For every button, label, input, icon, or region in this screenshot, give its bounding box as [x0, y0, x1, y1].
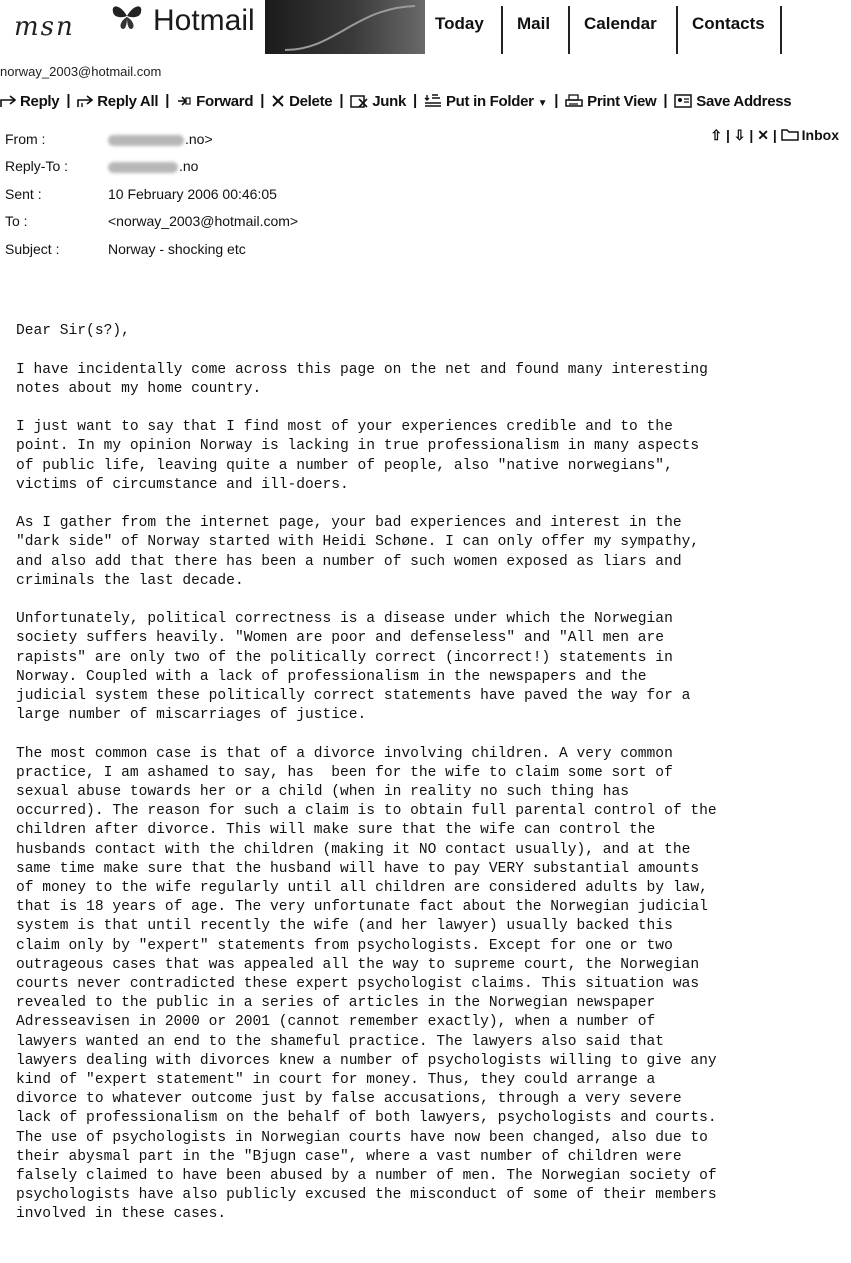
- nav-contacts[interactable]: Contacts: [692, 14, 765, 33]
- delete-icon: [271, 94, 285, 108]
- reply-to-value: [108, 158, 198, 174]
- forward-icon: [176, 94, 192, 108]
- sent-label: Sent :: [5, 186, 42, 202]
- account-email: norway_2003@hotmail.com: [0, 64, 162, 79]
- toolbar-separator: |: [260, 92, 265, 109]
- toolbar-separator: |: [66, 92, 71, 109]
- junk-button[interactable]: [350, 93, 406, 110]
- nav-divider: [501, 6, 503, 54]
- reply-to-domain: .no: [179, 158, 199, 174]
- junk-label: Junk: [372, 92, 407, 110]
- save-address-button[interactable]: [674, 93, 791, 110]
- nav-separator: |: [772, 127, 781, 143]
- reply-all-label: Reply All: [97, 92, 159, 110]
- junk-icon: [350, 94, 368, 108]
- body-paragraph: The most common case is that of a divorce involving children. A very common practice, I am ashamed to say, has been for the wife to claim some sort of sexual abuse towards her or a child (when in reality no such thing has occurred). The reason for such a claim is to obtain full parental control of the children after divorce. This will make sure that the wife can control the husbands contact with the children (making it NO contact usually), and at the same time make sure that the husband will have to pay VERY substantial amounts of money to the wife regularly until all children are considered adults by law, that is 18 years of age. The very unfortunate fact about the Norwegian judicial system is that until recently the wife (and her lawyer) usually backed this claim only by "expert" statements from psychologists. Except for one or two outrageous cases that was appealed all the way to supreme court, the Norwegian courts never contradicted these expert psychologist claims. This situation was revealed to the public in a series of articles in the Norwegian newspaper Adresseavisen in 2000 or 2001 (cannot remember exactly), when a number of lawyers wanted an end to the shameful practice. The lawyers also said that lawyers dealing with divorces knew a number of psychologists willing to give any kind of "expert statement" in court for money. Thus, they could arrange a divorce to whatever outcome just by false accusations, through a very severe lack of professionalism on the behalf of both lawyers, psychologists and courts. The use of psychologists in Norwegian courts have now been changed, also due to their abysmal part in the "Bjugn case", where a vast number of children were falsely claimed to have been abused by a number of men. The Norwegian society of psychologists have also publicly excused the misconduct of some of their members involved in these cases.: [16, 745, 717, 1223]
- put-in-folder-button[interactable]: [424, 93, 547, 110]
- folder-icon: [781, 128, 799, 141]
- toolbar-separator: |: [339, 92, 344, 109]
- nav-separator: |: [725, 127, 734, 143]
- redacted-text: [108, 162, 178, 173]
- message-navigation: [710, 127, 839, 144]
- delete-button[interactable]: [271, 93, 332, 110]
- print-icon: [565, 94, 583, 108]
- save-address-label: Save Address: [696, 92, 792, 110]
- inbox-link[interactable]: [781, 127, 839, 143]
- forward-label: Forward: [196, 92, 254, 110]
- top-bar: [0, 0, 851, 60]
- main-nav: [425, 6, 845, 54]
- nav-today[interactable]: Today: [435, 14, 484, 33]
- nav-calendar[interactable]: Calendar: [584, 14, 657, 33]
- msn-logo[interactable]: msn: [14, 12, 75, 42]
- nav-divider: [676, 6, 678, 54]
- next-message-icon[interactable]: ⇩: [733, 127, 746, 143]
- body-paragraph: As I gather from the internet page, your bad experiences and interest in the "dark side" of Norway started with Heidi Schøne. I can only offer my sympathy, and also add that there has been a number of such women exposed as liars and criminals the last decade.: [16, 515, 700, 589]
- reply-all-button[interactable]: [77, 93, 158, 110]
- nav-divider: [568, 6, 570, 54]
- forward-button[interactable]: [176, 93, 253, 110]
- body-paragraph: I just want to say that I find most of your experiences credible and to the point. In my opinion Norway is lacking in true professionalism in many aspects of public life, leaving quite a number of people, also "native norwegians", victims of circumstance and ill-doers.: [16, 419, 700, 493]
- from-label: From :: [5, 131, 46, 147]
- body-paragraph: Dear Sir(s?),: [16, 323, 130, 340]
- body-paragraph: I have incidentally come across this page on the net and found many interesting notes about my home country.: [16, 361, 708, 397]
- chevron-down-icon: ▼: [537, 97, 548, 109]
- previous-message-icon[interactable]: ⇧: [710, 127, 723, 143]
- print-view-button[interactable]: [565, 93, 656, 110]
- nav-separator: |: [749, 127, 758, 143]
- banner-image: [265, 0, 425, 54]
- reply-all-icon: [77, 94, 93, 108]
- banner-swoosh-icon: [265, 0, 425, 54]
- body-paragraph: Unfortunately, political correctness is a disease under which the Norwegian society suffers heavily. "Women are poor and defenseless" and "All men are rapists" are only two of the politically correct (incorrect!) statements in Norway. Coupled with a lack of professionalism in the newspapers and the judicial system these politically correct statements have paved the way for a large number of miscarriages of justice.: [16, 611, 691, 724]
- butterfly-icon: [110, 2, 144, 32]
- reply-label: Reply: [20, 92, 60, 110]
- inbox-label: Inbox: [801, 127, 839, 143]
- put-in-folder-icon: [424, 94, 442, 108]
- subject-value: Norway - shocking etc: [108, 241, 246, 257]
- reply-icon: [0, 94, 16, 108]
- to-label: To :: [5, 213, 28, 229]
- reply-to-label: Reply-To :: [5, 158, 69, 174]
- address-card-icon: [674, 94, 692, 108]
- hotmail-logo[interactable]: Hotmail: [153, 4, 255, 37]
- nav-divider: [780, 6, 782, 54]
- print-view-label: Print View: [587, 92, 657, 110]
- from-value: [108, 131, 213, 147]
- toolbar-separator: |: [413, 92, 417, 109]
- redacted-text: [108, 135, 184, 146]
- toolbar-separator: |: [165, 92, 170, 109]
- delete-label: Delete: [289, 92, 333, 110]
- nav-mail[interactable]: Mail: [517, 14, 551, 33]
- close-icon[interactable]: ✕: [757, 127, 769, 143]
- to-value: <norway_2003@hotmail.com>: [108, 213, 299, 229]
- from-domain: .no>: [185, 131, 213, 147]
- toolbar-separator: |: [663, 92, 668, 109]
- reply-button[interactable]: [0, 93, 59, 110]
- subject-label: Subject :: [5, 241, 60, 257]
- message-toolbar: [0, 92, 851, 114]
- toolbar-separator: |: [554, 92, 559, 109]
- sent-value: 10 February 2006 00:46:05: [108, 186, 277, 202]
- message-body: [16, 303, 846, 1263]
- put-in-folder-label: Put in Folder: [445, 92, 534, 110]
